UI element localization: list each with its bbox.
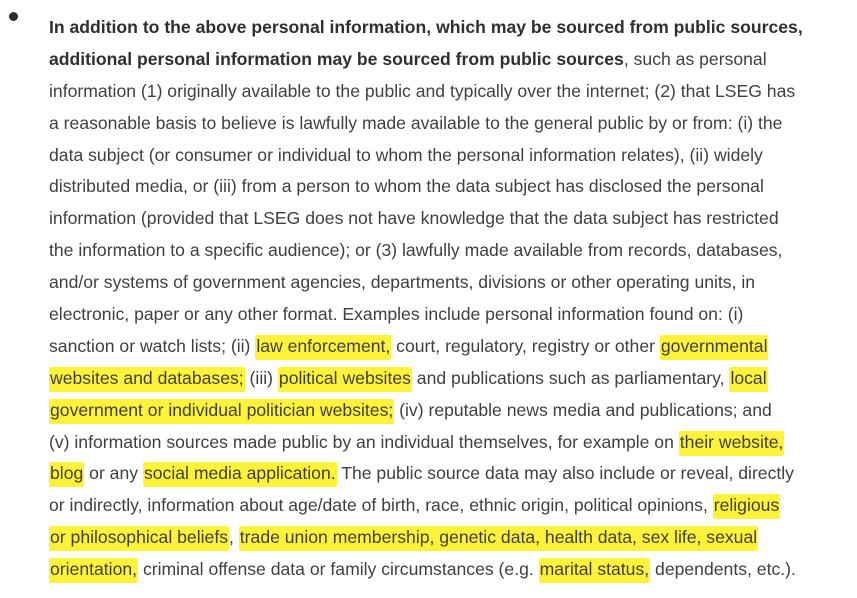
highlighted-text: local [729, 367, 767, 391]
highlighted-text: trade union membership, genetic data, health data, sex life, sexual [239, 526, 758, 550]
body-text: and publications such as parliamentary, [411, 367, 730, 388]
bold-lead-text: In addition to the above personal information, which may be sourced from public sources, [49, 17, 803, 37]
bold-lead-text: additional personal information may be sourced from public sources [49, 48, 624, 69]
text-line: information (1) originally available to the public and typically over the internet; (2) that LSEG has [49, 80, 796, 101]
text-line [49, 427, 845, 459]
highlighted-text: or philosophical beliefs [49, 526, 229, 550]
highlighted-text: government or individual politician websites; [49, 399, 394, 423]
body-text: criminal offense data or family circumstances (e.g. [138, 559, 539, 580]
body-text: , [229, 527, 239, 548]
body-text: , such as personal [623, 48, 767, 69]
highlighted-text: orientation, [49, 558, 138, 582]
text-line: distributed media, or (iii) from a person to whom the data subject has disclosed the personal [49, 176, 764, 197]
text-line [49, 554, 845, 586]
body-text: court, regulatory, registry or other [391, 335, 660, 356]
body-text: or any [84, 463, 143, 484]
text-line: electronic, paper or any other format. Examples include personal information found on: (i) [49, 304, 744, 325]
body-text: dependents, etc.). [650, 559, 796, 580]
highlighted-text: governmental [660, 335, 769, 359]
text-line: data subject (or consumer or individual to whom the personal information relates), (ii) widely [49, 144, 763, 165]
text-line [49, 44, 845, 76]
body-text: or indirectly, information about age/date of birth, race, ethnic origin, political opinions, [49, 495, 713, 516]
highlighted-text: blog [49, 462, 84, 486]
body-text: (iv) reputable news media and publications; and [394, 399, 772, 420]
text-line [49, 363, 845, 395]
highlighted-text: websites and databases; [49, 367, 245, 391]
body-text: (v) information sources made public by an individual themselves, for example on [49, 431, 679, 452]
bullet-dot [9, 12, 18, 21]
text-line: information (provided that LSEG does not have knowledge that the data subject has restricted [49, 208, 779, 229]
text-line: and/or systems of government agencies, departments, divisions or other operating units, in [49, 272, 756, 293]
text-line [49, 522, 845, 554]
highlighted-text: political websites [278, 367, 412, 391]
body-text: The public source data may also include or reveal, directly [336, 463, 794, 484]
highlighted-text: law enforcement, [255, 335, 391, 359]
text-line [49, 12, 845, 44]
highlighted-text: their website, [679, 431, 785, 455]
body-text: sanction or watch lists; (ii) [49, 335, 256, 356]
highlighted-text: marital status, [539, 558, 651, 582]
body-text: (iii) [244, 367, 278, 388]
text-line: a reasonable basis to believe is lawfully made available to the general public by or from: (i) the [49, 112, 783, 133]
text-line [49, 458, 845, 490]
text-line: the information to a specific audience); or (3) lawfully made available from records, databases, [49, 240, 783, 261]
privacy-paragraph [49, 12, 845, 586]
text-line [49, 490, 845, 522]
text-line [49, 395, 845, 427]
highlighted-text: religious [713, 494, 781, 518]
highlighted-text: social media application. [143, 462, 337, 486]
text-line [49, 331, 845, 363]
